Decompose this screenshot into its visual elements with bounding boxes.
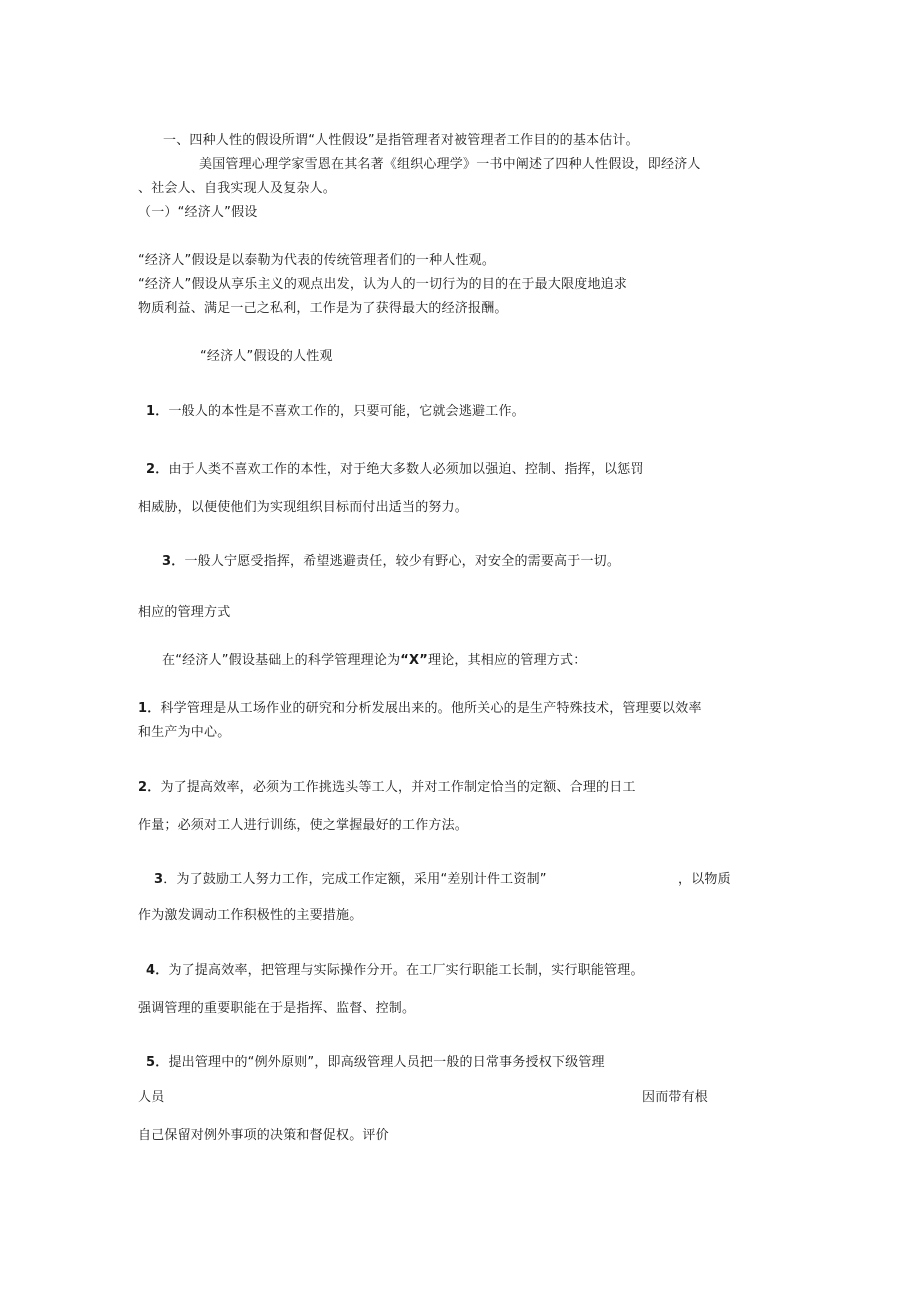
management-item-5-continuation-left: 人员 bbox=[138, 1090, 165, 1105]
management-item-1-continuation: 和生产为中心。 bbox=[138, 725, 231, 740]
management-item-text: ．为了鼓励工人努力工作，完成工作定额，采用“差别计件工资制” bbox=[163, 872, 547, 887]
definition-line-2: “经济人”假设从享乐主义的观点出发，认为人的一切行为的目的在于最大限度地追求 bbox=[138, 277, 628, 292]
management-item-4-continuation: 强调管理的重要职能在于是指挥、监督、控制。 bbox=[138, 1001, 416, 1016]
management-item-3 bbox=[154, 872, 547, 888]
view-item-text: 由于人类不喜欢工作的本性，对于绝大多数人必须加以强迫、控制、指挥，以惩罚 bbox=[168, 462, 644, 477]
view-item-number: 2． bbox=[146, 462, 169, 477]
management-intro-text-end: 理论，其相应的管理方式： bbox=[428, 653, 587, 668]
human-view-heading: “经济人”假设的人性观 bbox=[200, 349, 333, 364]
management-item-4 bbox=[146, 963, 644, 979]
management-intro-text: 在“经济人”假设基础上的科学管理理论为 bbox=[162, 653, 401, 668]
definition-line-1: “经济人”假设是以泰勒为代表的传统管理者们的一种人性观。 bbox=[138, 253, 496, 268]
management-item-text: 为了提高效率，把管理与实际操作分开。在工厂实行职能工长制，实行职能管理。 bbox=[168, 963, 644, 978]
management-item-text: 为了提高效率，必须为工作挑选头等工人，并对工作制定恰当的定额、合理的日工 bbox=[160, 780, 636, 795]
section-heading: （一）“经济人”假设 bbox=[138, 205, 258, 220]
definition-line-3: 物质利益、满足一己之私利，工作是为了获得最大的经济报酬。 bbox=[138, 301, 508, 316]
management-item-3-tail: ，以物质 bbox=[678, 872, 731, 887]
view-item-number: 1． bbox=[146, 404, 169, 419]
view-item-3 bbox=[162, 554, 620, 570]
view-item-text: 一般人宁愿受指挥，希望逃避责任，较少有野心，对安全的需要高于一切。 bbox=[184, 554, 621, 569]
management-item-number: 1． bbox=[138, 701, 161, 716]
management-item-5-continuation-2: 自己保留对例外事项的决策和督促权。评价 bbox=[138, 1128, 389, 1143]
management-item-5-continuation-right: 因而带有根 bbox=[642, 1090, 709, 1105]
management-item-2-continuation: 作量；必须对工人进行训练，使之掌握最好的工作方法。 bbox=[138, 818, 469, 833]
view-item-2 bbox=[146, 462, 644, 478]
management-item-2 bbox=[138, 780, 636, 796]
view-item-2-continuation: 相威胁，以便使他们为实现组织目标而付出适当的努力。 bbox=[138, 500, 469, 515]
management-intro bbox=[162, 653, 586, 669]
view-item-text: 一般人的本性是不喜欢工作的，只要可能，它就会逃避工作。 bbox=[168, 404, 525, 419]
management-heading: 相应的管理方式 bbox=[138, 605, 231, 620]
intro-line: 一、四种人性的假设所谓“人性假设”是指管理者对被管理者工作目的的基本估计。 bbox=[163, 133, 639, 148]
management-item-text: 科学管理是从工场作业的研究和分析发展出来的。他所关心的是生产特殊技术，管理要以效率 bbox=[160, 701, 702, 716]
x-theory-label: “X” bbox=[400, 653, 428, 668]
management-item-5 bbox=[146, 1055, 605, 1071]
management-item-number: 3 bbox=[154, 872, 164, 887]
management-item-3-continuation: 作为激发调动工作积极性的主要措施。 bbox=[138, 908, 363, 923]
management-item-1 bbox=[138, 701, 702, 717]
management-item-number: 5． bbox=[146, 1055, 169, 1070]
view-item-number: 3． bbox=[162, 554, 185, 569]
management-item-number: 2． bbox=[138, 780, 161, 795]
management-item-text: 提出管理中的“例外原则”，即高级管理人员把一般的日常事务授权下级管理 bbox=[168, 1055, 605, 1070]
intro-paragraph-line-1: 美国管理心理学家雪恩在其名著《组织心理学》一书中阐述了四种人性假设，即经济人 bbox=[199, 157, 701, 172]
intro-paragraph-line-2: 、社会人、自我实现人及复杂人。 bbox=[138, 181, 337, 196]
management-item-number: 4． bbox=[146, 963, 169, 978]
view-item-1 bbox=[146, 404, 525, 420]
